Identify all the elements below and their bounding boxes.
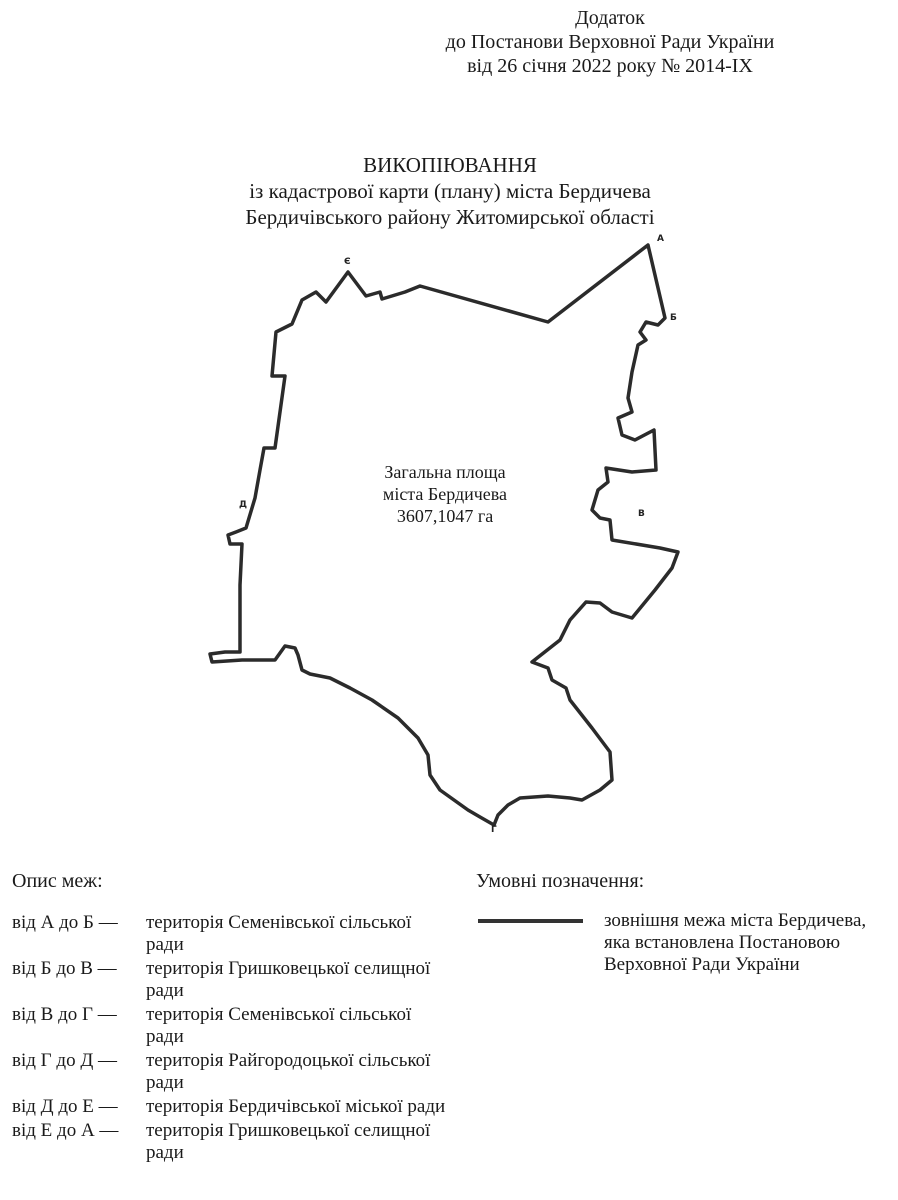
description-row bbox=[12, 958, 462, 1002]
point-label-v: В bbox=[638, 509, 645, 519]
description-range: від А до Б — bbox=[12, 912, 118, 933]
appendix-header-line2: до Постанови Верховної Ради України bbox=[445, 31, 775, 53]
description-row bbox=[12, 1120, 462, 1164]
description-text: територія Семенівської сільської ради bbox=[146, 912, 412, 955]
document-title-line3: Бердичівського району Житомирської області bbox=[245, 205, 655, 229]
point-label-g: Г bbox=[491, 825, 497, 835]
description-row bbox=[12, 1096, 462, 1118]
description-row bbox=[12, 912, 462, 956]
description-text: територія Гришковецької селищної ради bbox=[146, 1120, 431, 1163]
point-label-d: Д bbox=[239, 500, 248, 510]
total-area-value: 3607,1047 га bbox=[396, 506, 494, 526]
total-area-line2: міста Бердичева bbox=[382, 484, 508, 504]
total-area-label bbox=[330, 461, 560, 527]
total-area-line1: Загальна площа bbox=[384, 462, 506, 482]
description-range: від Е до А — bbox=[12, 1120, 119, 1141]
description-text: територія Семенівської сільської ради bbox=[146, 1004, 412, 1047]
document-title-line2: із кадастрової карти (плану) міста Бердичева bbox=[249, 179, 651, 203]
description-text: територія Райгородоцької сільської ради bbox=[146, 1050, 431, 1093]
appendix-header-line3: від 26 січня 2022 року № 2014-IX bbox=[467, 55, 753, 77]
description-range: від Д до Е — bbox=[12, 1096, 118, 1117]
city-boundary-line bbox=[210, 245, 678, 825]
point-label-b: Б bbox=[670, 313, 677, 323]
document-title-line1: ВИКОПІЮВАННЯ bbox=[363, 153, 537, 177]
description-range: від Г до Д — bbox=[12, 1050, 118, 1071]
boundary-description-heading: Опис меж: bbox=[12, 870, 103, 892]
description-row bbox=[12, 1050, 462, 1094]
legend-boundary-text: зовнішня межа міста Бердичева, яка встановлена Постановою Верховної Ради України bbox=[604, 910, 867, 975]
legend-heading: Умовні позначення: bbox=[476, 870, 645, 892]
description-range: від Б до В — bbox=[12, 958, 117, 979]
description-text: територія Гришковецької селищної ради bbox=[146, 958, 431, 1001]
point-label-a: А bbox=[657, 234, 664, 244]
description-range: від В до Г — bbox=[12, 1004, 117, 1025]
description-row bbox=[12, 1004, 462, 1048]
boundary-description-list bbox=[12, 912, 462, 1166]
description-text: територія Бердичівської міської ради bbox=[146, 1096, 446, 1117]
point-label-ye: Є bbox=[344, 257, 351, 267]
legend-boundary-symbol bbox=[478, 919, 583, 923]
appendix-header-line1: Додаток bbox=[575, 7, 645, 29]
